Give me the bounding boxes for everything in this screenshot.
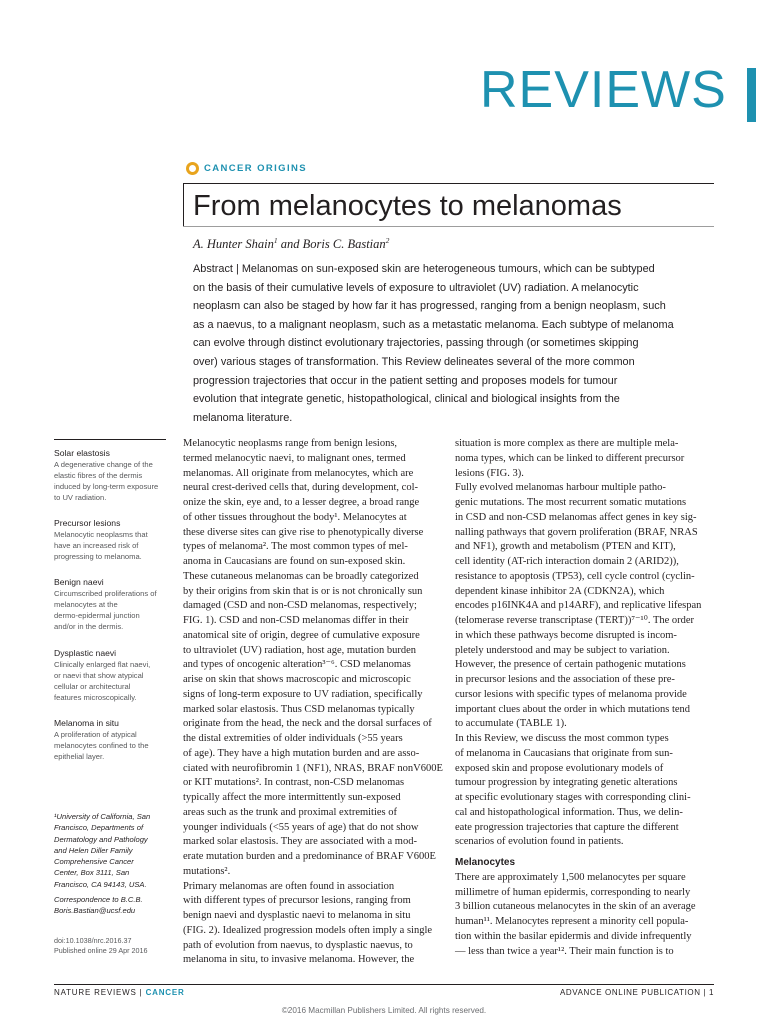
definition-line: Clinically enlarged flat naevi, (54, 660, 151, 669)
body-line: to ultraviolet (UV) radiation, host age, mutation burden (183, 644, 416, 656)
footer-rule (54, 984, 714, 985)
footer-journal (54, 988, 185, 997)
affiliation (54, 811, 172, 890)
body-line: pletely understood and may be subject to variation. (455, 644, 670, 656)
glossary-definition (54, 729, 166, 762)
affiliation-line: Dermatology and Pathology (54, 834, 148, 844)
body-line: — less than twice a year¹². Their main function is to (455, 945, 674, 957)
body-line: genic mutations. The most recurrent somatic mutations (455, 497, 687, 508)
body-line: at specific evolutionary stages with corresponding clini- (455, 792, 691, 803)
definition-line: cellular or architectural (54, 682, 131, 691)
abstract-line: on the basis of their cumulative levels of exposure to ultraviolet (UV) radiation. A melanocytic (193, 281, 639, 294)
body-line: There are approximately 1,500 melanocytes per square (455, 871, 686, 883)
title-side-rule (183, 183, 184, 227)
footer-page: ADVANCE ONLINE PUBLICATION | 1 (559, 988, 714, 997)
body-line: arise on skin that shows macroscopic and microscopic (183, 674, 411, 685)
abstract-line: over) various stages of transformation. This Review delineates several of the more common (193, 355, 635, 368)
copyright: ©2016 Macmillan Publishers Limited. All rights reserved. (281, 1006, 487, 1015)
abstract-line: can evolve through distinct evolutionary trajectories, passing through (or sometimes skipping (193, 337, 639, 350)
category-text: CANCER ORIGINS (204, 163, 307, 174)
abstract (193, 260, 717, 427)
glossary-melanoma-in-situ (54, 718, 166, 762)
body-line: dependent kinase inhibitor 2A (CDKN2A), which (455, 585, 665, 597)
body-line: encodes p16INK4A and p14ARF), and replicative lifespan (455, 600, 702, 612)
body-line: melanoma in situ, to invasive melanoma. However, the (183, 954, 415, 966)
author-2: Boris C. Bastian (302, 237, 386, 252)
body-line: termed melanocytic naevi, to malignant ones, termed (183, 452, 406, 464)
body-line: important clues about the order in which mutations tend (455, 703, 691, 715)
glossary-benign-naevi (54, 577, 166, 632)
body-line: melanomas. All originate from melanocytes, which are (183, 467, 414, 479)
definition-line: to UV radiation. (54, 493, 107, 502)
affiliation-line: ¹University of California, San (54, 812, 151, 821)
definition-line: A proliferation of atypical (54, 730, 137, 739)
body-line: or KIT mutations². In contrast, non-CSD melanomas (183, 777, 405, 789)
author-1: A. Hunter Shain (193, 237, 274, 252)
definition-line: elastic fibres of the dermis (54, 471, 143, 480)
body-line: human¹¹. Melanocytes represent a minority cell popula- (455, 916, 689, 927)
glossary-definition (54, 459, 166, 503)
body-line: types of melanoma². The most common types of mel- (183, 541, 408, 553)
glossary-term: Benign naevi (54, 577, 104, 587)
body-line: cursor lesions with specific types of melanoma provide (455, 688, 687, 700)
body-line: to accumulate (TABLE 1). (455, 718, 567, 730)
sidebar-rule (54, 439, 166, 440)
body-line: situation is more complex as there are multiple mela- (455, 438, 679, 449)
glossary-term: Solar elastosis (54, 448, 110, 458)
body-line: path of evolution from naevus, to dysplastic naevus, to (183, 939, 413, 951)
ring-icon (186, 162, 199, 175)
glossary-solar-elastosis (54, 448, 166, 503)
body-line: originate from the head, the neck and the dorsal surfaces of (183, 718, 432, 730)
published-date: Published online 29 Apr 2016 (54, 946, 148, 956)
glossary-term: Precursor lesions (54, 518, 121, 528)
definition-line: or naevi that show atypical (54, 671, 144, 680)
section-heading: REVIEWS (480, 61, 727, 119)
glossary-term: Melanoma in situ (54, 718, 119, 728)
body-line: Fully evolved melanomas harbour multiple patho- (455, 482, 666, 494)
abstract-line: neoplasm can also be staged by how far it has progressed, ranging from a benign neoplasm, such (193, 300, 666, 313)
body-line: tion within the basilar epidermis and divide infrequently (455, 930, 692, 942)
definition-line: induced by long-term exposure (54, 482, 159, 491)
definition-line: features microscopically. (54, 693, 137, 702)
body-line: the distal extremities of older individuals (>55 years (183, 733, 403, 744)
affiliation-line: Francisco, CA 94143, USA. (54, 879, 147, 889)
body-line: resistance to apoptosis (TP53), cell cycle control (cyclin- (455, 570, 695, 582)
definition-line: dermo-epidermal junction (54, 611, 140, 620)
body-line: signs of long-term exposure to UV radiation, specifically (183, 688, 423, 700)
journal-name: NATURE REVIEWS (54, 988, 137, 997)
doi-line: doi:10.1038/nrc.2016.37 (54, 936, 132, 945)
author-join: and (277, 237, 303, 252)
body-line: ciated with neurofibromin 1 (NF1), NRAS, BRAF nonV600E (183, 762, 443, 774)
definition-line: epithelial layer. (54, 752, 105, 761)
footer-separator: | (136, 988, 146, 997)
definition-line: melanocytes confined to the (54, 741, 149, 750)
body-line: cal and histopathological information. Thus, we delin- (455, 806, 683, 818)
doi-info (54, 936, 148, 957)
body-line: damaged (CSD and non-CSD melanomas, respectively; (183, 600, 417, 612)
body-line: Primary melanomas are often found in association (183, 880, 395, 892)
author-list (193, 236, 389, 252)
body-line: of age). They have a high mutation burden and are asso- (183, 747, 420, 759)
section-heading-melanocytes: Melanocytes (455, 857, 516, 868)
body-line: In this Review, we discuss the most common types (455, 733, 669, 744)
body-line: (FIG. 2). Idealized progression models often imply a single (183, 924, 433, 936)
email-link[interactable]: Boris.Bastian@ucsf.edu (54, 906, 136, 916)
glossary-term: Dysplastic naevi (54, 648, 117, 658)
body-line: onize the skin, eye and, to a lesser degree, a broad range (183, 497, 420, 508)
body-line: these diverse sites can give rise to phenotypically diverse (183, 526, 424, 538)
body-line: with different types of precursor lesions, ranging from (183, 895, 411, 907)
body-line: noma types, which can be linked to different precursor (455, 452, 685, 464)
body-column-1 (183, 437, 445, 968)
body-line: FIG. 1). CSD and non-CSD melanomas differ in their (183, 615, 409, 626)
glossary-dysplastic-naevi (54, 648, 166, 703)
abstract-line: progression trajectories that occur in the patient setting and proposes models for tumour (193, 374, 618, 387)
affiliation-line: Center, Box 3111, San (54, 868, 130, 878)
affiliation-line: Francisco, Departments of (54, 823, 144, 833)
accent-bar (747, 68, 756, 122)
body-line: eate progression trajectories that capture the different (455, 821, 679, 833)
body-line: in precursor lesions and the association of these pre- (455, 674, 675, 685)
glossary-definition (54, 529, 166, 562)
body-line: scenarios of evolution found in patients. (455, 836, 624, 848)
definition-line: progressing to melanoma. (54, 552, 142, 561)
body-line: and types of oncogenic alteration³⁻⁶. CSD melanomas (183, 659, 411, 671)
body-line: However, the presence of certain pathogenic mutations (455, 659, 686, 671)
body-line: marked solar elastosis. Thus CSD melanomas typically (183, 703, 415, 715)
correspondence-line: Correspondence to B.C.B. (54, 895, 143, 904)
glossary-definition (54, 588, 166, 632)
body-line: (telomerase reverse transcriptase (TERT))⁷⁻¹⁰. The order (455, 615, 695, 626)
body-line: marked solar elastosis. They are associated with a mod- (183, 836, 417, 848)
author-2-affil: 2 (385, 236, 390, 245)
body-line: of melanoma in Caucasians that originate from sun- (455, 747, 673, 759)
definition-line: melanocytes at the (54, 600, 118, 609)
correspondence (54, 894, 143, 917)
body-line: tumour progression by integrating genetic alterations (455, 777, 678, 789)
body-line: anatomical site of origin, degree of cumulative exposure (183, 629, 420, 641)
body-line: exposed skin and propose evolutionary models of (455, 762, 664, 774)
body-line: younger individuals (<55 years of age) that do not show (183, 821, 419, 833)
body-line: erate mutation burden and a predominance of BRAF V600E (183, 851, 436, 862)
definition-line: have an increased risk of (54, 541, 139, 550)
article-title: From melanocytes to melanomas (193, 190, 622, 222)
category-label (186, 162, 307, 175)
body-line: areas such as the trunk and proximal extremities of (183, 806, 398, 818)
abstract-line: melanoma literature. (193, 411, 293, 424)
abstract-line: evolution that integrate genetic, histopathological, clinical and biological insights from the (193, 393, 620, 406)
glossary-precursor-lesions (54, 518, 166, 562)
body-line: nalling pathways that govern proliferation (BRAF, NRAS (455, 526, 698, 538)
body-line: lesions (FIG. 3). (455, 467, 524, 479)
affiliation-line: Comprehensive Cancer (54, 857, 134, 867)
body-line: typically affect the more intermittently sun-exposed (183, 792, 401, 803)
body-line: mutations². (183, 865, 231, 877)
body-line: in which these pathways become disrupted is incom- (455, 629, 677, 641)
body-line: by their origins from skin that is or is not chronically sun (183, 585, 423, 597)
definition-line: and/or in the dermis. (54, 622, 124, 631)
body-line: cell identity (AT-rich interaction domain 2 (ARID2)), (455, 556, 679, 567)
body-line: benign naevi and dysplastic naevi to melanoma in situ (183, 910, 411, 921)
body-line: neural crest-derived cells that, during development, col- (183, 482, 418, 494)
body-column-2 (455, 437, 717, 959)
body-line: anoma in Caucasians are found on sun-exposed skin. (183, 556, 406, 567)
definition-line: Circumscribed proliferations of (54, 589, 157, 598)
body-line: These cutaneous melanomas can be broadly categorized (183, 570, 419, 582)
abstract-line: as a naevus, to a malignant neoplasm, such as a metastatic melanoma. Each subtype of melanoma (193, 318, 674, 331)
body-line: and NF1), growth and metabolism (PTEN and KIT), (455, 541, 676, 553)
title-top-rule (183, 183, 714, 184)
body-line: 3 billion cutaneous melanocytes in the skin of an average (455, 901, 696, 913)
definition-line: A degenerative change of the (54, 460, 153, 469)
glossary-definition (54, 659, 166, 703)
definition-line: Melanocytic neoplasms that (54, 530, 148, 539)
title-bottom-rule (183, 226, 714, 227)
body-line: Melanocytic neoplasms range from benign lesions, (183, 438, 398, 449)
body-line: of other tissues throughout the body¹. Melanocytes at (183, 511, 407, 523)
affiliation-line: and Helen Diller Family (54, 845, 133, 855)
journal-section: CANCER (145, 988, 185, 997)
body-line: in CSD and non-CSD melanomas affect genes in key sig- (455, 511, 697, 523)
author-1-affil: 1 (273, 236, 278, 245)
body-line: millimetre of human epidermis, corresponding to nearly (455, 886, 691, 898)
abstract-line: Abstract | Melanomas on sun-exposed skin are heterogeneous tumours, which can be subtyped (193, 263, 655, 275)
